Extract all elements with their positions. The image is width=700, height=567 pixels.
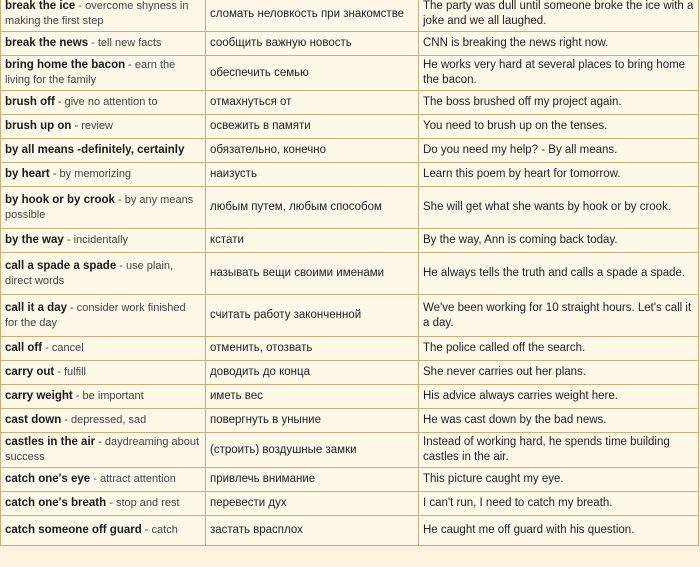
idiom-term: by all means [5,144,75,156]
idiom-definition: - consider work finished for the day [5,301,186,329]
idiom-term: by hook or by crook [5,193,115,206]
idiom-cell [1,468,206,492]
example-cell: Do you need my help? - By all means. [419,139,699,163]
translation-cell: (строить) воздушные замки [206,433,419,468]
table-row [1,385,699,409]
idiom-cell [1,0,206,32]
example-cell: She never carries out her plans. [419,361,699,385]
translation-cell: сломать неловкость при знакомстве [206,0,419,32]
idiom-cell [1,361,206,385]
idiom-cell [1,115,206,139]
idiom-definition: - be important [72,390,144,402]
example-cell: The party was dull until someone broke the ice with a joke and we all laughed. [419,0,699,32]
idiom-term: catch one's breath [5,497,107,509]
example-cell: Instead of working hard, he spends time building castles in the air. [419,433,699,468]
idiom-cell [1,433,206,468]
translation-cell: иметь вес [206,385,419,409]
idiom-cell [1,409,206,433]
example-cell: She will get what she wants by hook or by crook. [419,187,699,229]
idiom-cell [1,295,206,337]
idiom-term: castles in the air [5,436,96,448]
example-cell: The boss brushed off my project again. [419,91,699,115]
idiom-cell [1,492,206,516]
translation-cell: наизусть [206,163,419,187]
example-cell: Learn this poem by heart for tomorrow. [419,163,699,187]
idiom-definition: - fulfill [54,366,87,378]
table-row [1,91,699,115]
table-row [1,163,699,187]
idiom-cell [1,163,206,187]
table-row [1,253,699,295]
example-cell: You need to brush up on the tenses. [419,115,699,139]
table-row [1,433,699,468]
table-row [1,32,699,56]
idiom-definition: - tell new facts [88,37,162,49]
idiom-term: carry out [5,366,55,378]
example-cell: His advice always carries weight here. [419,385,699,409]
translation-cell: отмахнуться от [206,91,419,115]
example-cell: He always tells the truth and calls a spade a spade. [419,253,699,295]
idiom-term: carry weight [5,390,73,402]
example-cell: I can't run, I need to catch my breath. [419,492,699,516]
idiom-definition: - attract attention [90,473,176,485]
translation-cell: кстати [206,229,419,253]
table-row [1,0,699,32]
table-row [1,229,699,253]
idiom-cell [1,139,206,163]
table-row [1,115,699,139]
idiom-definition: -definitely, certainly [74,144,185,156]
translation-cell: называть вещи своими именами [206,253,419,295]
idiom-definition: - by any means possible [5,193,194,221]
idiom-definition: - cancel [42,342,84,354]
example-cell: He caught me off guard with his question. [419,516,699,546]
idiom-cell [1,229,206,253]
idiom-definition: - review [71,120,114,132]
table-row [1,139,699,163]
idiom-definition: - earn the living for the family [5,59,176,86]
idiom-term: call off [5,342,43,354]
table-row [1,361,699,385]
table-row [1,295,699,337]
translation-cell: застать врасплох [206,516,419,546]
idiom-definition: - by memorizing [49,168,132,180]
idiom-term: bring home the bacon [5,59,126,71]
idiom-definition: - daydreaming about success [5,436,200,463]
translation-cell: обязательно, конечно [206,139,419,163]
translation-cell: любым путем, любым способом [206,187,419,229]
translation-cell: доводить до конца [206,361,419,385]
idiom-definition: - overcome shyness in making the first step [5,0,189,27]
table-row [1,516,699,546]
idiom-definition: - use plain, direct words [5,259,174,287]
idiom-definition: - stop and rest [106,497,180,509]
translation-cell: считать работу законченной [206,295,419,337]
idiom-definition: - incidentally [63,234,129,246]
idiom-cell [1,91,206,115]
idiom-term: break the ice [5,0,76,12]
idiom-cell [1,187,206,229]
idiom-cell [1,337,206,361]
translation-cell: привлечь внимание [206,468,419,492]
idiom-cell [1,56,206,91]
example-cell: We've been working for 10 straight hours. Let's call it a day. [419,295,699,337]
example-cell: He was cast down by the bad news. [419,409,699,433]
idiom-term: by heart [5,168,50,180]
idiom-cell [1,253,206,295]
example-cell: CNN is breaking the news right now. [419,32,699,56]
example-cell: This picture caught my eye. [419,468,699,492]
table-row [1,492,699,516]
idiom-definition: - give no attention to [54,96,158,108]
idiom-cell [1,516,206,546]
idiom-term: call it a day [5,301,68,314]
table-row [1,468,699,492]
table-row [1,409,699,433]
idiom-cell [1,32,206,56]
idiom-term: call a spade a spade [5,259,117,272]
translation-cell: повергнуть в уныние [206,409,419,433]
example-cell: He works very hard at several places to bring home the bacon. [419,56,699,91]
idiom-cell [1,385,206,409]
table-row [1,56,699,91]
idiom-term: break the news [5,37,89,49]
idiom-term: catch someone off guard [5,524,142,536]
example-cell: The police called off the search. [419,337,699,361]
translation-cell: сообщить важную новость [206,32,419,56]
translation-cell: обеспечить семью [206,56,419,91]
idiom-term: catch one's eye [5,473,91,485]
idiom-term: brush off [5,96,55,108]
idiom-term: brush up on [5,120,72,132]
translation-cell: освежить в памяти [206,115,419,139]
idiom-term: by the way [5,234,64,246]
table-row [1,337,699,361]
idiom-definition: - depressed, sad [61,414,147,426]
idiom-term: cast down [5,414,62,426]
translation-cell: отменить, отозвать [206,337,419,361]
translation-cell: перевести дух [206,492,419,516]
example-cell: By the way, Ann is coming back today. [419,229,699,253]
table-row [1,187,699,229]
idiom-definition: - catch [141,524,178,536]
